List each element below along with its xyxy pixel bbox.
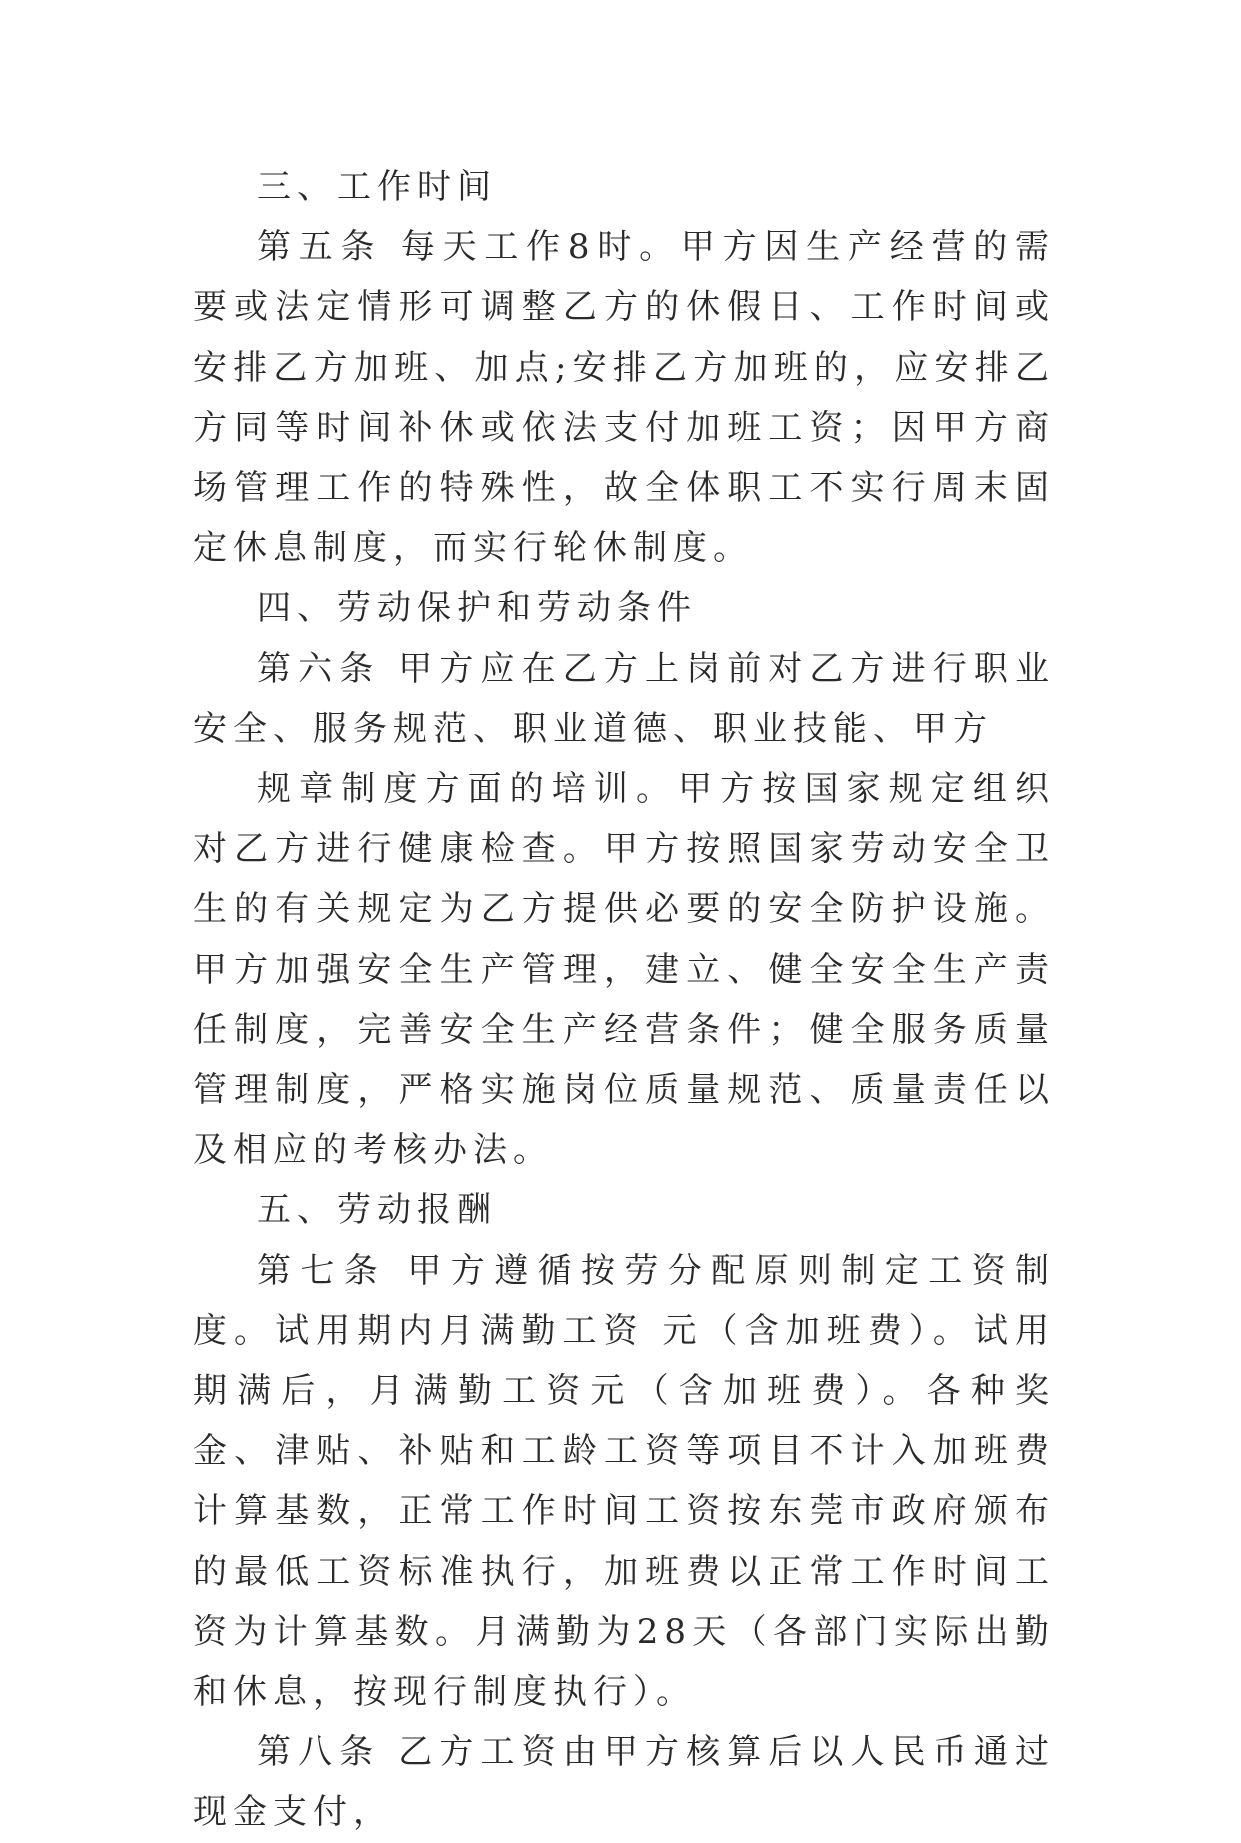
article-6-continuation-paragraph: 规章制度方面的培训。甲方按国家规定组织对乙方进行健康检查。甲方按照国家劳动安全卫生的有关规定为乙方提供必要的安全防护设施。甲方加强安全生产管理，建立、健全安全生产责任制度，完善安全生产经营条件；健全服务质量管理制度，严格实施岗位质量规范、质量责任以及相应的考核办法。 [193, 769, 1055, 1171]
article-7-paragraph: 第七条 甲方遵循按劳分配原则制定工资制度。试用期内月满勤工资 元（含加班费）。试用期满后，月满勤工资元（含加班费）。各种奖金、津贴、补贴和工龄工资等项目不计入加班费计算基数，正常工作时间工资按东莞市政府颁布的最低工资标准执行，加班费以正常工作时间工资为计算基数。月满勤为28天（各部门实际出勤和休息，按现行制度执行）。 [193, 1250, 1055, 1713]
article-6-paragraph: 第六条 甲方应在乙方上岗前对乙方进行职业安全、服务规范、职业道德、职业技能、甲方 [193, 648, 1055, 749]
section-heading-labor-protection: 四、劳动保护和劳动条件 [257, 588, 697, 629]
article-8-paragraph: 第八条 乙方工资由甲方核算后以人民币通过现金支付， [193, 1732, 1055, 1833]
section-heading-work-hours: 三、工作时间 [257, 167, 497, 207]
article-5-paragraph: 第五条 每天工作8时。甲方因生产经营的需要或法定情形可调整乙方的休假日、工作时间或安排乙方加班、加点;安排乙方加班的，应安排乙方同等时间补休或依法支付加班工资；因甲方商场管理工作的特殊性，故全体职工不实行周末固定休息制度，而实行轮休制度。 [193, 227, 1055, 569]
section-heading-remuneration: 五、劳动报酬 [257, 1190, 497, 1231]
document-page [193, 157, 1055, 1843]
